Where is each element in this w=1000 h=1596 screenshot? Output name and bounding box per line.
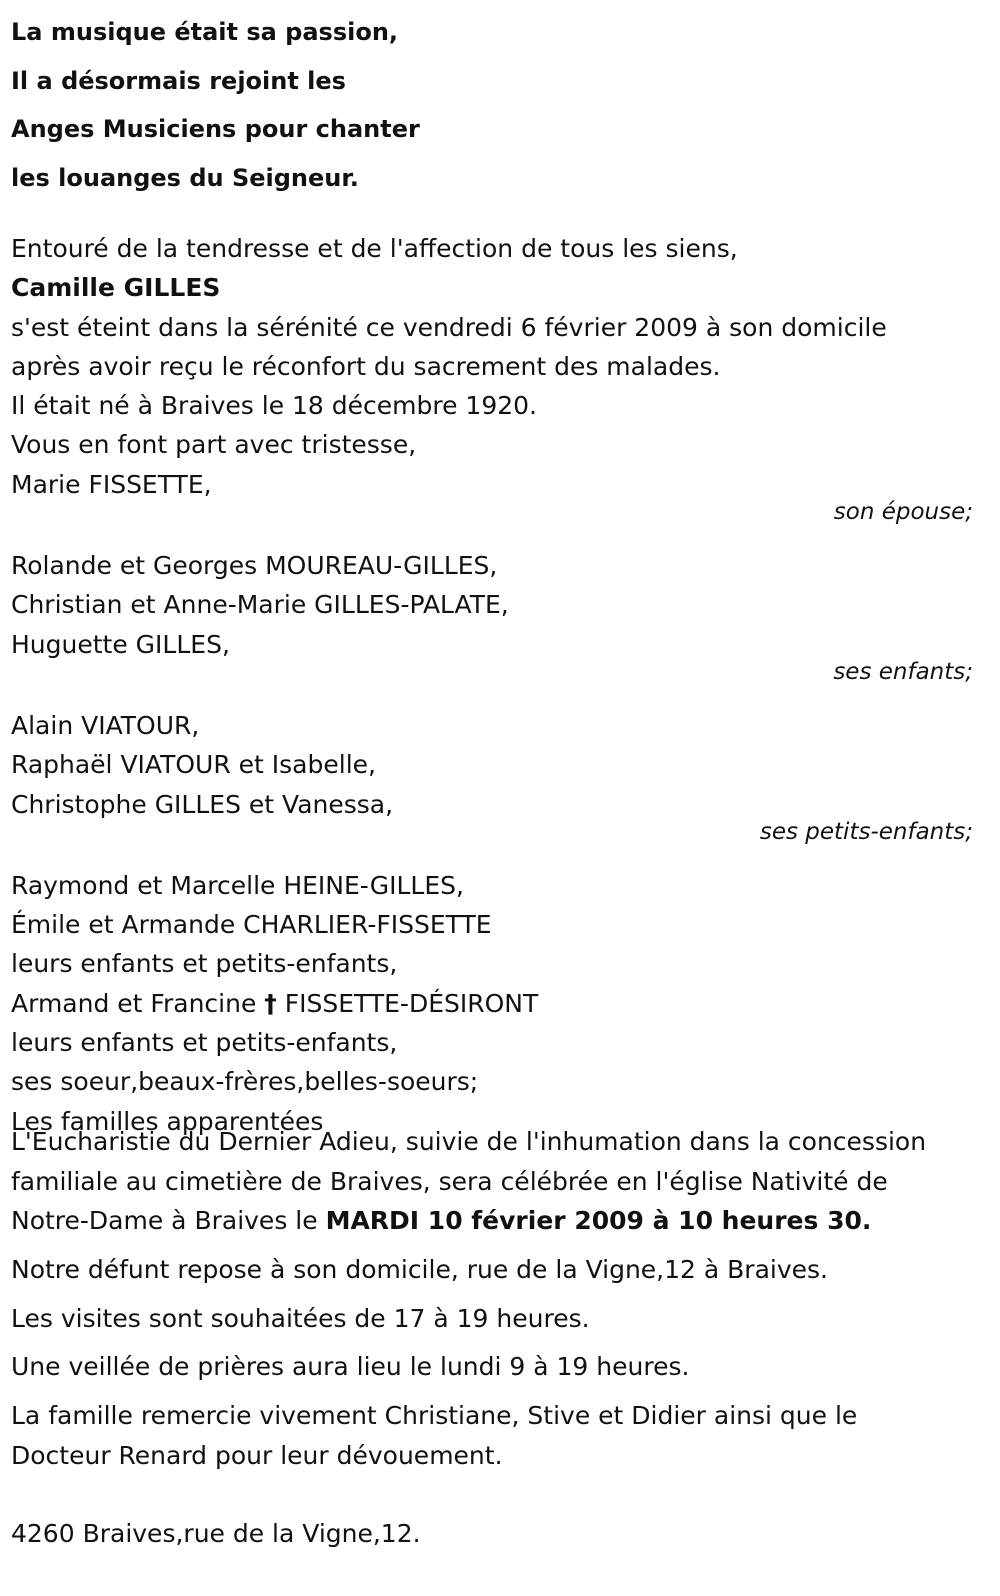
repose-text: Notre défunt repose à son domicile, rue de la Vigne,12 à Braives. — [11, 1255, 828, 1284]
children-role: ses enfants; — [833, 658, 973, 685]
ceremony-line: L'Eucharistie du Dernier Adieu, suivie de l'inhumation dans la concession — [11, 1127, 927, 1156]
ceremony-paragraph — [11, 1122, 973, 1241]
spouse-role: son épouse; — [833, 499, 973, 526]
ceremony-date: MARDI 10 février 2009 à 10 heures 30. — [325, 1206, 872, 1235]
grandchild-name: Alain VIATOUR, — [11, 710, 200, 740]
announcement-line: Vous en font part avec tristesse, — [11, 430, 417, 460]
grandchild-name: Christophe GILLES et Vanessa, — [11, 789, 394, 819]
vigil-paragraph — [11, 1347, 973, 1387]
address-paragraph — [11, 1514, 973, 1554]
spouse-name: Marie FISSETTE, — [11, 469, 212, 499]
family-line: leurs enfants et petits-enfants, — [11, 949, 398, 979]
family-line: leurs enfants et petits-enfants, — [11, 1028, 398, 1058]
announcement-line: s'est éteint dans la sérénité ce vendredi 6 février 2009 à son domicile — [11, 312, 887, 342]
cross-icon: † — [264, 988, 277, 1018]
family-line: Émile et Armande CHARLIER-FISSETTE — [11, 910, 492, 940]
ceremony-line: familiale au cimetière de Braives, sera célébrée en l'église Nativité de — [11, 1166, 888, 1196]
thanks-line: Docteur Renard pour leur dévouement. — [11, 1440, 503, 1470]
repose-paragraph — [11, 1250, 973, 1290]
family-names: Armand et Francine — [11, 988, 257, 1018]
intro-line: Anges Musiciens pour chanter — [11, 115, 420, 143]
visits-text: Les visites sont souhaitées de 17 à 19 heures. — [11, 1304, 590, 1333]
announcement-line: Il était né à Braives le 18 décembre 1920. — [11, 391, 538, 421]
visits-paragraph — [11, 1299, 973, 1339]
intro-line: Il a désormais rejoint les — [11, 66, 346, 95]
thanks-paragraph — [11, 1396, 973, 1475]
child-name: Huguette GILLES, — [11, 629, 230, 659]
intro-verse — [11, 8, 420, 202]
family-names: FISSETTE-DÉSIRONT — [284, 988, 539, 1018]
grandchildren-role: ses petits-enfants; — [759, 818, 973, 845]
announcement-line: après avoir reçu le réconfort du sacrement des malades. — [11, 351, 721, 381]
family-line-deceased — [11, 984, 973, 1023]
ceremony-text: Notre-Dame à Braives le — [11, 1206, 318, 1235]
intro-line: La musique était sa passion, — [11, 18, 399, 46]
family-line: Les familles apparentées — [11, 1106, 324, 1136]
family-line: ses soeur,beaux-frères,belles-soeurs; — [11, 1067, 479, 1097]
family-line: Raymond et Marcelle HEINE-GILLES, — [11, 870, 464, 900]
child-name: Christian et Anne-Marie GILLES-PALATE, — [11, 590, 509, 620]
thanks-line: La famille remercie vivement Christiane, Stive et Didier ainsi que le — [11, 1401, 858, 1430]
address-text: 4260 Braives,rue de la Vigne,12. — [11, 1519, 421, 1548]
child-name: Rolande et Georges MOUREAU-GILLES, — [11, 551, 498, 581]
deceased-name: Camille GILLES — [11, 273, 221, 303]
grandchild-name: Raphaël VIATOUR et Isabelle, — [11, 750, 376, 780]
vigil-text: Une veillée de prières aura lieu le lundi 9 à 19 heures. — [11, 1352, 690, 1381]
ceremony-line — [11, 1201, 973, 1241]
intro-line: les louanges du Seigneur. — [11, 163, 359, 192]
announcement-and-relatives — [11, 229, 973, 1141]
announcement-line: Entouré de la tendresse et de l'affection de tous les siens, — [11, 234, 738, 263]
